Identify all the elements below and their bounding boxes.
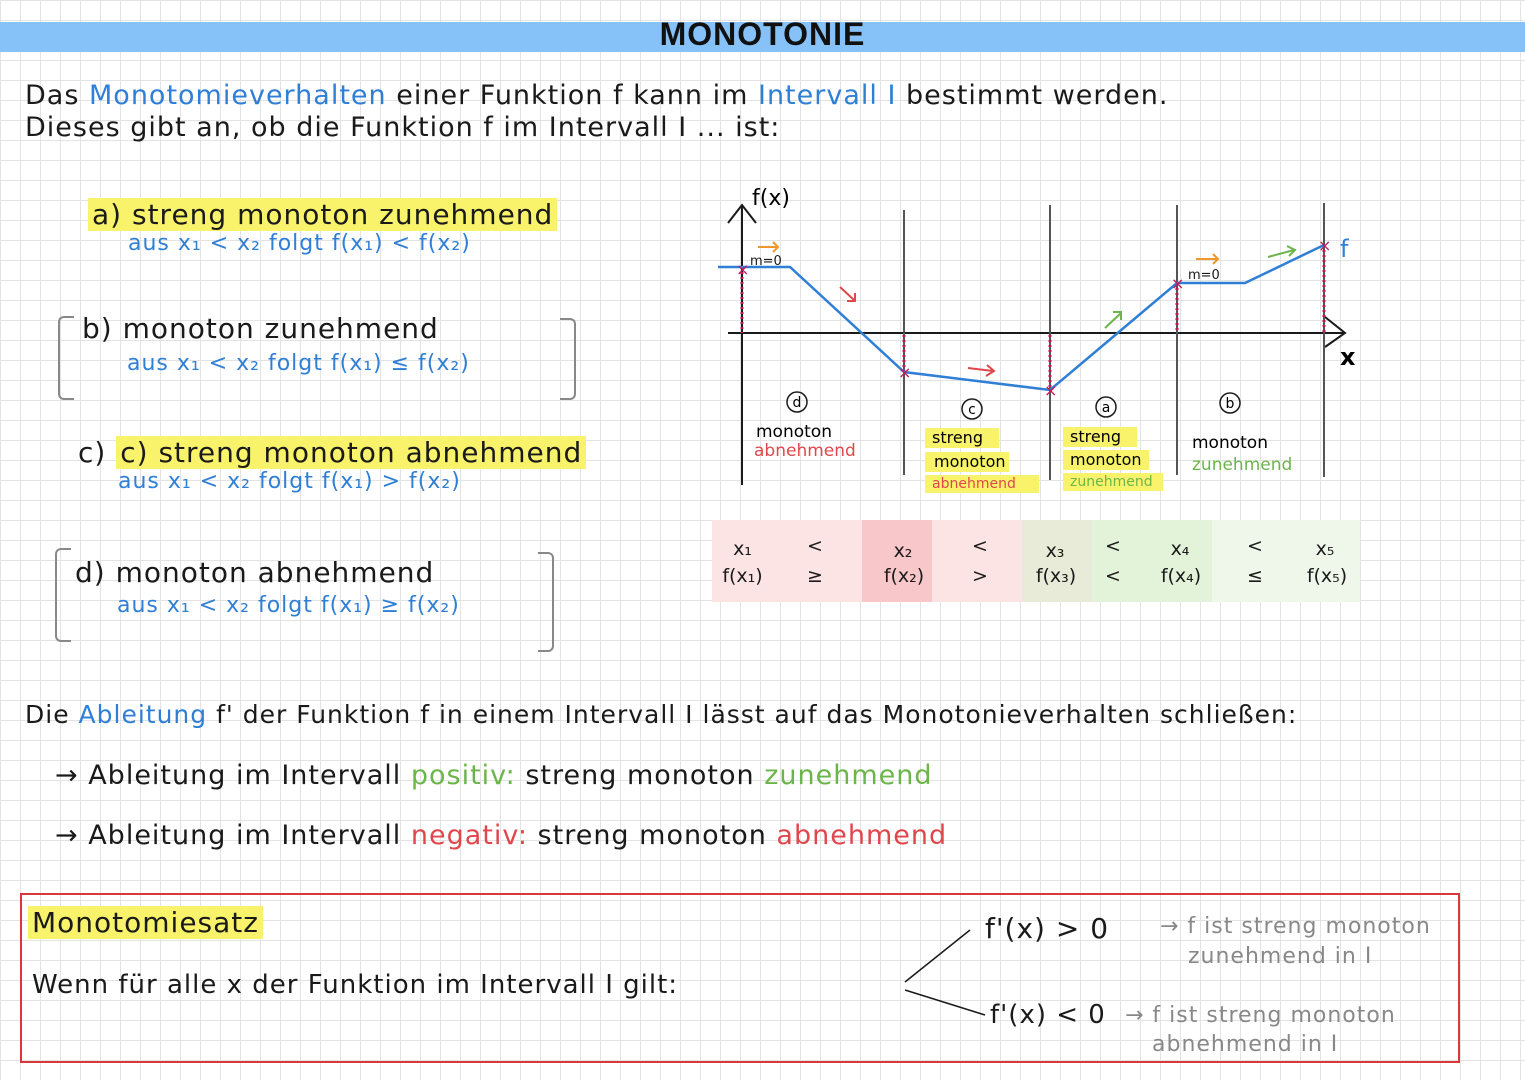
rule-c-title: c) streng monoton abnehmend xyxy=(116,436,586,469)
theorem-title-text: Monotomiesatz xyxy=(28,906,263,939)
page-title: MONOTONIE xyxy=(659,16,866,52)
f-relation-1: ≥ xyxy=(807,565,823,587)
point-marker: × xyxy=(1318,236,1332,255)
derivative-keyword: Ableitung xyxy=(78,700,208,729)
theorem-title xyxy=(28,906,263,939)
derivative-positive-keyword: positiv: xyxy=(410,760,516,791)
intro-line-1 xyxy=(25,80,1168,111)
derivative-text: Die xyxy=(25,700,70,729)
derivative-text: → Ableitung im Intervall xyxy=(55,760,402,791)
rule-b xyxy=(82,312,470,376)
fx1-label: f(x₁) xyxy=(722,565,763,587)
arrow-right-icon xyxy=(968,368,993,371)
intro-text: einer Funktion f kann im xyxy=(396,80,749,111)
rule-c: c) c) streng monoton abnehmend aus x₁ < x₂ folgt f(x₁) > f(x₂) xyxy=(78,436,586,494)
derivative-text: streng monoton xyxy=(525,760,755,791)
svg-text:b: b xyxy=(1225,396,1235,412)
theorem-text: Wenn für alle x der Funktion im Intervall I gilt: xyxy=(32,970,679,1000)
intro-text: Das xyxy=(25,80,80,111)
bracket-right xyxy=(560,318,576,400)
derivative-intro xyxy=(25,700,1297,729)
point-marker: × xyxy=(898,363,912,382)
x-relation-4: < xyxy=(1247,535,1263,557)
x4-label: x₄ xyxy=(1170,538,1190,560)
svg-text:streng: streng xyxy=(1070,427,1121,446)
rule-d xyxy=(75,556,460,618)
svg-text:zunehmend: zunehmend xyxy=(1070,474,1153,490)
x3-label: x₃ xyxy=(1045,540,1065,562)
theorem-branch-lines xyxy=(900,920,990,1030)
comparison-bg-increasing xyxy=(1212,520,1360,602)
x5-label: x₅ xyxy=(1315,538,1335,560)
region-a xyxy=(1063,397,1163,491)
svg-text:d: d xyxy=(792,395,802,411)
svg-text:abnehmend: abnehmend xyxy=(932,476,1016,492)
region-c xyxy=(925,399,1039,493)
x-relation-1: < xyxy=(807,535,823,557)
svg-text:zunehmend: zunehmend xyxy=(1192,455,1293,475)
rule-c-condition: aus x₁ < x₂ folgt f(x₁) > f(x₂) xyxy=(118,469,461,494)
fx2-label: f(x₂) xyxy=(883,565,925,587)
derivative-positive-result: zunehmend xyxy=(764,760,933,791)
f-relation-4: ≤ xyxy=(1247,565,1263,587)
derivative-text: streng monoton xyxy=(537,820,767,851)
intro-keyword-intervall: Intervall I xyxy=(757,80,897,111)
derivative-positive xyxy=(55,760,933,791)
comparison-bg-decreasing xyxy=(712,520,862,602)
x2-label: x₂ xyxy=(893,540,913,562)
f-relation-3: < xyxy=(1105,565,1121,587)
y-axis-label: f(x) xyxy=(752,186,790,211)
point-marker: × xyxy=(1044,381,1058,400)
rule-a-title: a) streng monoton zunehmend xyxy=(88,198,557,231)
rule-b-condition: aus x₁ < x₂ folgt f(x₁) ≤ f(x₂) xyxy=(127,351,470,376)
derivative-text: → Ableitung im Intervall xyxy=(55,820,402,851)
rule-d-condition: aus x₁ < x₂ folgt f(x₁) ≥ f(x₂) xyxy=(117,593,460,618)
bracket-left xyxy=(58,316,74,400)
fx4-label: f(x₄) xyxy=(1160,565,1202,587)
slope-zero-label: m=0 xyxy=(1188,268,1220,283)
svg-text:streng: streng xyxy=(932,428,983,447)
fx5-label: f(x₅) xyxy=(1306,565,1348,587)
derivative-negative-result: abnehmend xyxy=(776,820,948,851)
function-curve xyxy=(718,245,1324,390)
svg-text:monoton: monoton xyxy=(1070,450,1142,469)
svg-text:monoton: monoton xyxy=(934,452,1006,471)
theorem-case-negative-condition: f'(x) < 0 xyxy=(990,1000,1106,1030)
theorem-case-positive-condition: f'(x) > 0 xyxy=(985,912,1110,945)
theorem-case-positive-result: → f ist streng monoton xyxy=(1160,914,1431,939)
rule-d-title: d) monoton abnehmend xyxy=(75,556,435,589)
region-b xyxy=(1192,393,1292,475)
fx3-label: f(x₃) xyxy=(1035,565,1077,587)
svg-text:a: a xyxy=(1101,400,1111,416)
x1-label: x₁ xyxy=(733,538,752,560)
theorem-case-negative-result: → f ist streng monoton xyxy=(1125,1003,1396,1028)
comparison-bg-strict-decreasing xyxy=(932,520,1022,602)
point-marker: × xyxy=(736,260,750,279)
rule-a-condition: aus x₁ < x₂ folgt f(x₁) < f(x₂) xyxy=(128,231,471,256)
theorem-case-positive-result-2: zunehmend in I xyxy=(1188,944,1373,969)
rule-b-title: b) monoton zunehmend xyxy=(82,312,439,345)
rule-a xyxy=(88,198,557,256)
derivative-negative-keyword: negativ: xyxy=(410,820,528,851)
monotonie-graph xyxy=(700,175,1400,505)
theorem-case-negative-result-2: abnehmend in I xyxy=(1152,1032,1339,1057)
derivative-text: f' der Funktion f in einem Intervall I lässt auf das Monotonieverhalten schließen: xyxy=(216,700,1298,729)
x-axis-label: x xyxy=(1340,343,1356,371)
arrow-down-icon xyxy=(840,287,854,300)
intro-keyword-monotonie: Monotomieverhalten xyxy=(89,80,387,111)
f-relation-2: > xyxy=(972,565,988,587)
svg-text:abnehmend: abnehmend xyxy=(754,441,856,461)
function-label: f xyxy=(1340,235,1349,263)
comparison-bg-increasing xyxy=(1092,520,1212,602)
slope-zero-label: m=0 xyxy=(750,254,782,269)
intro-line-2: Dieses gibt an, ob die Funktion f im Intervall I ... ist: xyxy=(25,112,781,143)
svg-text:monoton: monoton xyxy=(1192,433,1268,453)
point-marker: × xyxy=(1171,274,1185,293)
svg-text:c: c xyxy=(968,402,976,418)
svg-text:monoton: monoton xyxy=(756,422,832,442)
bracket-left xyxy=(55,548,71,642)
x-relation-3: < xyxy=(1105,535,1121,557)
intro-text: bestimmt werden. xyxy=(906,80,1169,111)
x-relation-2: < xyxy=(972,535,988,557)
bracket-right xyxy=(538,552,554,652)
arrow-up-icon xyxy=(1105,313,1121,328)
region-d xyxy=(754,392,856,461)
derivative-negative xyxy=(55,820,947,851)
